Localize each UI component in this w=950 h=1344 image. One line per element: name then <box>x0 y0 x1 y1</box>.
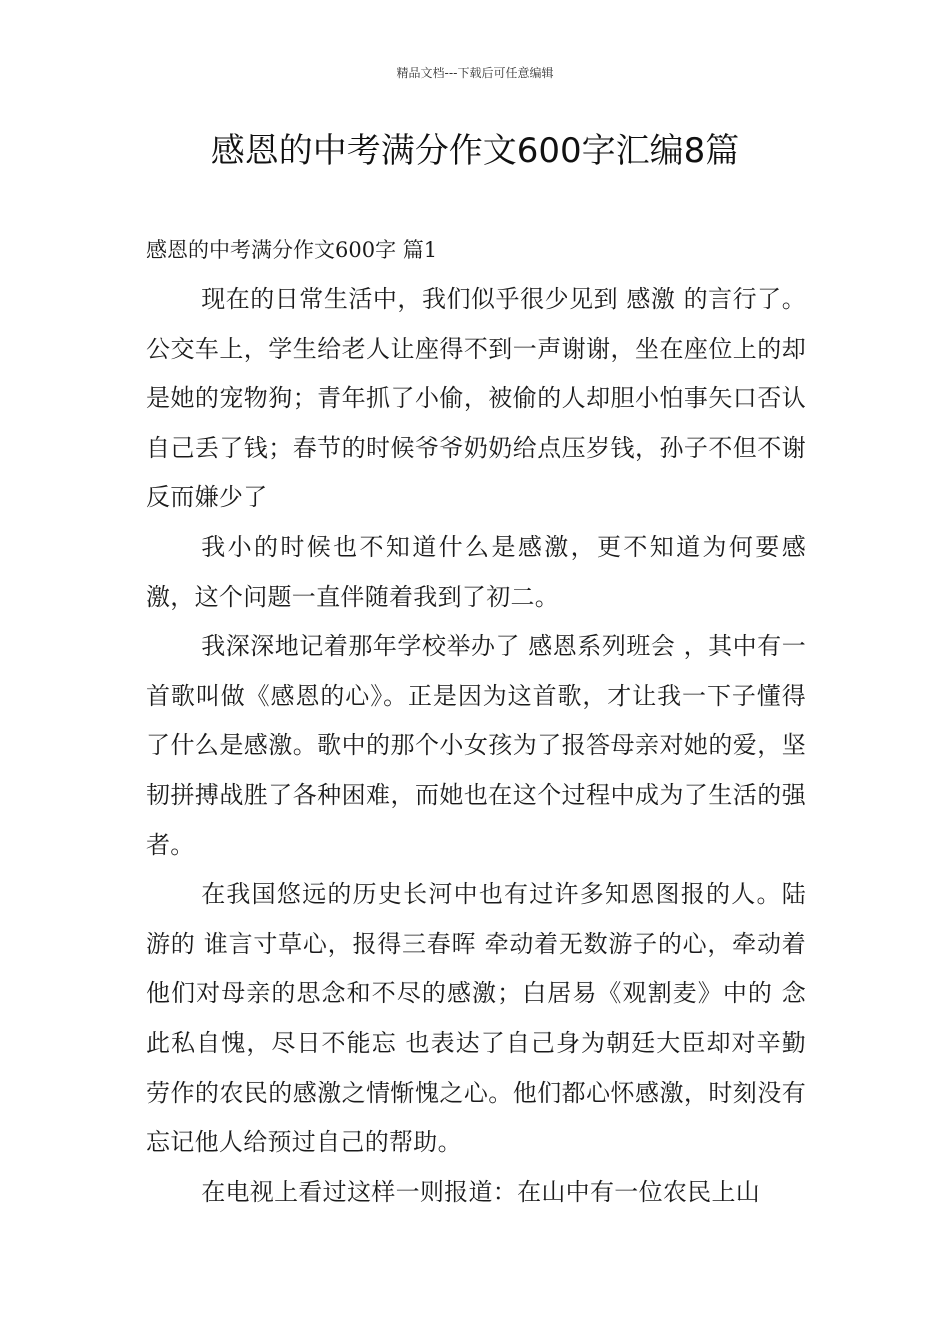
paragraph-4: 在我国悠远的历史长河中也有过许多知恩图报的人。陆游的 谁言寸草心，报得三春晖 牵动着无数游子的心，牵动着他们对母亲的思念和不尽的感激；白居易《观割麦》中的 念此私自愧，尽日不能忘 也表达了自己身为朝廷大臣却对辛勤劳作的农民的感激之情惭愧之心。他们都心怀感激，时刻没有忘记他人给预过自己的帮助。 <box>146 880 806 1157</box>
essay-subtitle: 感恩的中考满分作文600字 篇1 <box>146 238 438 262</box>
document-body <box>146 225 806 1217</box>
paragraph-1: 现在的日常生活中，我们似乎很少见到 感激 的言行了。公交车上，学生给老人让座得不到一声谢谢，坐在座位上的却是她的宠物狗；青年抓了小偷，被偷的人却胆小怕事矢口否认自己丢了钱；春节的时候爷爷奶奶给点压岁钱，孙子不但不谢反而嫌少了 <box>146 285 806 512</box>
document-title: 感恩的中考满分作文600字汇编8篇 <box>210 131 740 171</box>
paragraph-5: 在电视上看过这样一则报道：在山中有一位农民上山 <box>201 1177 761 1206</box>
header-note: 精品文档---下载后可任意编辑 <box>396 66 554 80</box>
paragraph-2: 我小的时候也不知道什么是感激，更不知道为何要感激，这个问题一直伴随着我到了初二。 <box>146 532 806 611</box>
paragraph-3: 我深深地记着那年学校举办了 感恩系列班会 ，其中有一首歌叫做《感恩的心》。正是因为这首歌，才让我一下子懂得了什么是感激。歌中的那个小女孩为了报答母亲对她的爱，坚韧拼搏战胜了各种困难，而她也在这个过程中成为了生活的强者。 <box>146 632 806 859</box>
